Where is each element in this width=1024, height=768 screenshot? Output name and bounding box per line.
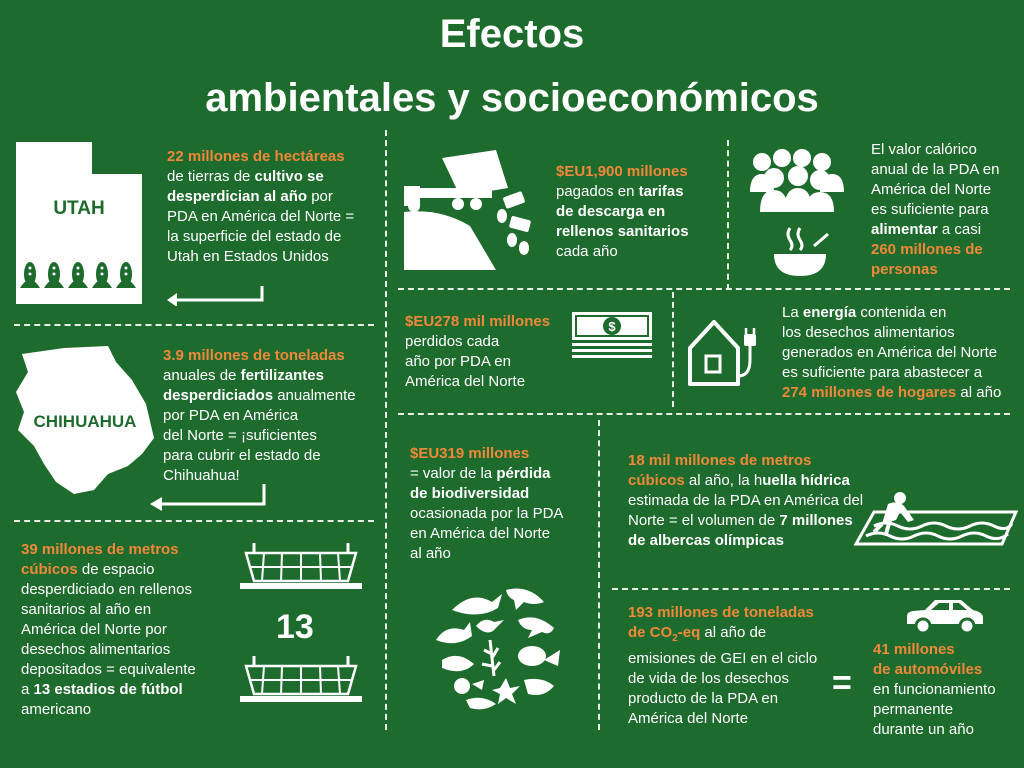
money-line3: año por PDA en	[405, 353, 511, 370]
utah-map	[14, 140, 144, 306]
soup-bowl-icon	[770, 226, 834, 278]
water-bold2: 7 millones	[779, 512, 853, 529]
biodiversity-highlight: $EU319 millones	[410, 445, 530, 462]
energy-line1-pre: La	[782, 304, 803, 321]
stadiums-line2: de espacio	[77, 561, 155, 578]
divider-vertical-bottom	[598, 420, 600, 730]
energy-highlight: 274 millones de hogares	[782, 384, 957, 401]
biodiversity-line5: en América del Norte	[410, 525, 551, 542]
chihuahua-bold1: fertilizantes	[240, 367, 324, 384]
stadiums-line4: sanitarios al año en	[21, 601, 152, 618]
cars-line3: en funcionamiento	[873, 681, 996, 698]
landfill-stat	[556, 162, 721, 262]
calories-line5: a casi	[937, 221, 982, 238]
divider-vertical-mid-right	[672, 292, 674, 407]
biodiversity-bold2: de biodiversidad	[410, 485, 530, 502]
chihuahua-highlight: 3.9 millones de toneladas	[163, 347, 345, 364]
page-title-line1: Efectos	[439, 12, 585, 56]
landfill-bold1: tarifas	[638, 183, 684, 200]
stadiums-line8: a	[21, 681, 34, 698]
water-highlight1: 18 mil millones de metros	[628, 452, 812, 469]
water-line2: al año, la h	[684, 472, 763, 489]
chihuahua-stat	[163, 346, 378, 486]
biodiversity-bold1: pérdida	[496, 465, 551, 482]
utah-line3: por	[307, 188, 333, 205]
stadiums-highlight2: cúbicos	[21, 561, 78, 578]
house-plug-icon	[684, 314, 764, 390]
utah-map-label: UTAH	[53, 198, 105, 219]
divider-h-left-2	[14, 520, 374, 522]
calories-line3: América del Norte	[871, 181, 992, 198]
utah-line6: Utah en Estados Unidos	[167, 248, 329, 265]
calories-bold: alimentar	[871, 221, 938, 238]
landfill-line2: pagados en	[556, 183, 639, 200]
divider-vertical-left	[385, 130, 387, 730]
stadiums-line6: desechos alimentarios	[21, 641, 171, 658]
utah-stat	[167, 147, 377, 267]
landfill-highlight: $EU1,900 millones	[556, 163, 688, 180]
marine-life-icon	[432, 580, 566, 714]
biodiversity-line4: ocasionada por la PDA	[410, 505, 564, 522]
arrow-left-icon-2	[148, 482, 268, 512]
calories-highlight2: personas	[871, 261, 938, 278]
divider-h-left-1	[14, 324, 374, 326]
stadiums-line3: desperdiciado en rellenos	[21, 581, 192, 598]
energy-line2: los desechos alimentarios	[782, 324, 955, 341]
cars-stat	[873, 640, 1023, 740]
water-highlight2: cúbicos	[628, 472, 685, 489]
stadiums-line5: América del Norte por	[21, 621, 167, 638]
cars-highlight2: de automóviles	[873, 661, 983, 678]
biodiversity-stat	[410, 444, 590, 564]
car-icon	[903, 596, 987, 636]
chihuahua-line4: por PDA en América	[163, 407, 299, 424]
energy-line1: contenida en	[856, 304, 947, 321]
ghg-highlight1: 193 millones de toneladas	[628, 604, 814, 621]
chihuahua-line3: anualmente	[273, 387, 356, 404]
landfill-line5: cada año	[556, 243, 618, 260]
calories-highlight1: 260 millones de	[871, 241, 983, 258]
water-line4: Norte = el volumen de	[628, 512, 780, 529]
chihuahua-line2: anuales de	[163, 367, 241, 384]
money-stat	[405, 312, 570, 392]
stadium-icon	[236, 537, 366, 593]
utah-line5: la superficie del estado de	[167, 228, 342, 245]
stadium-count: 13	[276, 608, 314, 646]
divider-h-right-1	[398, 288, 1010, 290]
biodiversity-line6: al año	[410, 545, 451, 562]
ghg-line3: emisiones de GEI en el ciclo	[628, 650, 818, 667]
svg-text:$: $	[608, 319, 616, 334]
money-line2: perdidos cada	[405, 333, 500, 350]
energy-line5: al año	[956, 384, 1002, 401]
ghg-highlight2-sub: 2	[672, 633, 678, 644]
chihuahua-map-label: CHIHUAHUA	[33, 412, 137, 431]
money-line4: América del Norte	[405, 373, 526, 390]
cars-line4: permanente	[873, 701, 954, 718]
utah-line4: PDA en América del Norte =	[167, 208, 355, 225]
arrow-left-icon	[165, 284, 267, 306]
stadiums-bold: 13 estadios de fútbol	[33, 681, 183, 698]
water-line3: estimada de la PDA en América del	[628, 492, 864, 509]
chihuahua-line5: del Norte = ¡suficientes	[163, 427, 317, 444]
stadium-icon-2	[236, 650, 366, 706]
ghg-line2: al año de	[700, 624, 767, 641]
stadiums-highlight1: 39 millones de metros	[21, 541, 179, 558]
landfill-bold3: rellenos sanitarios	[556, 223, 689, 240]
divider-h-right-3	[612, 588, 1010, 590]
landfill-bold2: de descarga en	[556, 203, 666, 220]
ghg-stat	[628, 603, 838, 729]
utah-bold2: desperdician al año	[167, 188, 308, 205]
utah-bold1: cultivo se	[254, 168, 324, 185]
calories-line2: anual de la PDA en	[871, 161, 1000, 178]
chihuahua-line7: Chihuahua!	[163, 467, 240, 484]
ghg-highlight2-post: -eq	[677, 624, 701, 641]
swimmer-pool-icon	[852, 490, 1020, 550]
water-bold1: uella hídrica	[762, 472, 850, 489]
divider-vertical-top-right	[727, 140, 729, 290]
water-bold3: de albercas olímpicas	[628, 532, 784, 549]
ghg-line6: América del Norte	[628, 710, 749, 727]
chihuahua-bold2: desperdiciados	[163, 387, 274, 404]
utah-line2: de tierras de	[167, 168, 255, 185]
chihuahua-map	[12, 342, 158, 500]
dump-truck-icon	[400, 148, 540, 272]
energy-line3: generados en América del Norte	[782, 344, 998, 361]
stadiums-stat	[21, 540, 221, 720]
cars-highlight1: 41 millones	[873, 641, 955, 658]
chihuahua-line6: para cubrir el estado de	[163, 447, 321, 464]
stadiums-line9: americano	[21, 701, 92, 718]
energy-line4: es suficiente para abastecer a	[782, 364, 983, 381]
cars-line5: durante un año	[873, 721, 974, 738]
ghg-line5: producto de la PDA en	[628, 690, 779, 707]
calories-line4: es suficiente para	[871, 201, 989, 218]
money-stack-icon	[568, 308, 656, 360]
stadiums-line7: depositados = equivalente	[21, 661, 196, 678]
people-icon	[748, 146, 846, 218]
divider-h-right-2	[398, 413, 1010, 415]
calories-stat	[871, 140, 1021, 280]
utah-highlight: 22 millones de hectáreas	[167, 148, 345, 165]
equals-sign: =	[832, 664, 852, 702]
money-highlight: $EU278 mil millones	[405, 313, 551, 330]
calories-line1: El valor calórico	[871, 141, 977, 158]
energy-bold: energía	[802, 304, 857, 321]
biodiversity-line2: = valor de la	[410, 465, 497, 482]
water-stat	[628, 451, 888, 551]
corn-icon	[18, 258, 140, 292]
ghg-highlight2-pre: de CO	[628, 624, 673, 641]
energy-stat	[782, 303, 1022, 403]
ghg-line4: de vida de los desechos	[628, 670, 789, 687]
page-title-line2: ambientales y socioeconómicos	[205, 76, 819, 120]
